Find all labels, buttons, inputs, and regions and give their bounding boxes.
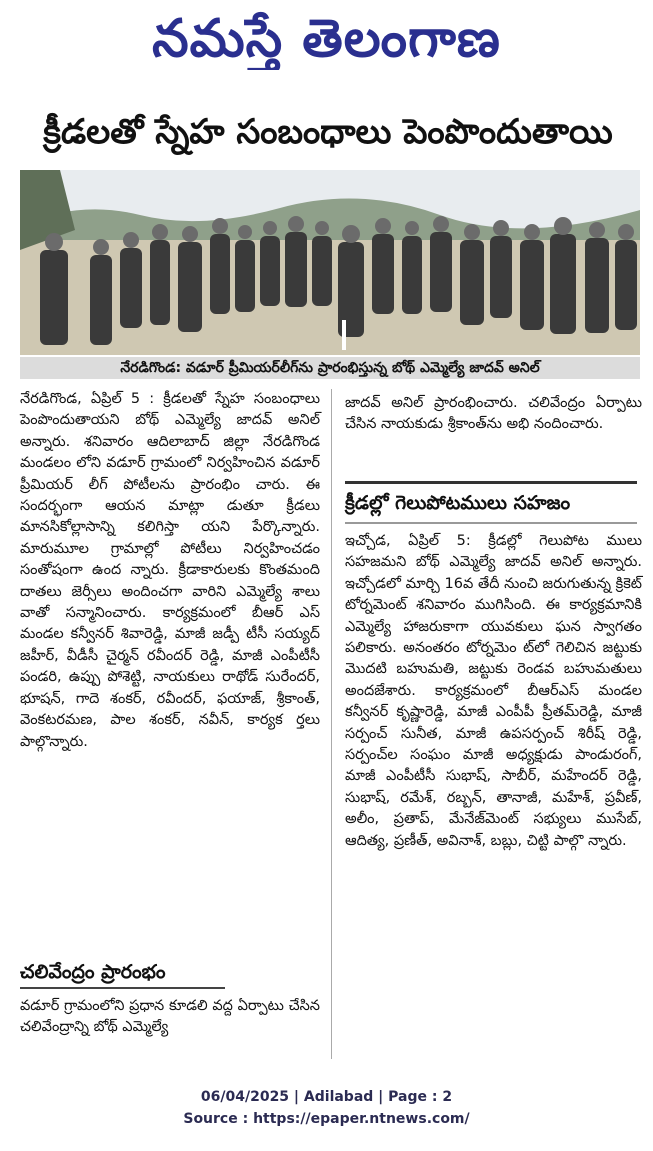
article-body-right-2 [345, 531, 642, 852]
article-body-right [345, 393, 642, 468]
body-paragraph: జాదవ్ అనిల్ ప్రారంభించారు. చలివేంద్రం ఏర్పాటు చేసిన నాయకుడు శ్రీకాంత్‌ను అభి నందించారు. [345, 395, 642, 433]
body-paragraph: వడూర్ గ్రామంలోని ప్రధాన కూడలి వద్ద ఏర్పాటు చేసిన చలివేంద్రాన్ని బోథ్ ఎమ్మెల్యే [20, 998, 320, 1036]
newspaper-masthead: నమస్తే తెలంగాణ [152, 9, 501, 69]
article-body-left-2 [20, 996, 320, 1039]
article-photo [20, 170, 640, 355]
article-headline: క్రీడలతో స్నేహ సంబంధాలు పెంపొందుతాయి [43, 112, 613, 152]
column-divider [331, 389, 332, 1059]
footer-source: Source : https://epaper.ntnews.com/ [183, 1111, 470, 1127]
footer-date-edition: 06/04/2025 | Adilabad | Page : 2 [200, 1089, 453, 1105]
subheading-left: చలివేంద్రం ప్రారంభం [20, 957, 225, 989]
photo-caption: నేరడిగొండ: వడూర్ ప్రీమియర్‌లీగ్‌ను ప్రారంభిస్తున్న బోథ్ ఎమ్మెల్యే జాదవ్ అనిల్ [20, 357, 640, 379]
article-body-left [20, 389, 320, 939]
subheading-right: క్రీడల్లో గెలుపోటములు సహజం [345, 481, 637, 524]
body-paragraph: నేరడిగొండ, ఏప్రిల్ 5 : క్రీడలతో స్నేహ సంబంధాలు పెంపొందుతాయని బోథ్ ఎమ్మెల్యే జాదవ్ అనిల్ అన్నారు. శనివారం ఆదిలాబాద్ జిల్లా నేరడిగొండ మండలం లోని వడూర్ గ్రామంలో నిర్వహించిన వడూర్ ప్రీమియర్ లీగ్ పోటీలను ప్రారంభిం చారు. ఈ సందర్భంగా ఆయన మాట్లా డుతూ క్రీడలు మానసికోల్లాసాన్ని కలిగిస్తా యని పేర్కొన్నారు. మారుమూల గ్రామాల్లో పోటీలు నిర్వహించడం సంతోషంగా ఉంద న్నారు. క్రీడాకారులకు కొంతమంది దాతలు జెర్సీలు అందించగా వారిని ఎమ్మెల్యే శాలు వాతో సన్మానించారు. కార్యక్రమంలో బీఆర్ ఎస్ మండల కన్వీనర్ శివారెడ్డి, మాజీ జడ్పీ టీసీ సయ్యద్ జహీర్, వీడీసీ చైర్మన్ రవీందర్ రెడ్డి, మాజీ ఎంపీటీసీ పండరి, ఉప్పు పోశెట్టి, నాయకులు రాథోడ్ సురేందర్, భూషన్, గాదె శంకర్, రవీందర్, ఫయాజ్, శ్రీకాంత్, వెంకటరమణ, పాల శంకర్, నవీన్, కార్యక ర్తలు పాల్గొన్నారు. [20, 391, 320, 750]
body-paragraph: ఇచ్చోడ, ఏప్రిల్ 5: క్రీడల్లో గెలుపోట ములు సహజమని బోథ్ ఎమ్మెల్యే జాదవ్ అనిల్ అన్నారు. ఇచ్చోడలో మార్చి 16వ తేదీ నుంచి జరుగుతున్న క్రికెట్ టోర్నమెంట్ శనివారం ముగిసింది. ఈ కార్యక్రమానికి ఎమ్మెల్యే హాజరుకాగా యువకులు ఘన స్వాగతం పలికారు. అనంతరం టోర్నమెం ట్‌లో గెలిచిన జట్టుకు మొదటి బహుమతి, జట్టుకు రెండవ బహుమతులు అందజేశారు. కార్యక్రమంలో బీఆర్‌ఎస్ మండల కన్వీనర్ కృష్ణారెడ్డి, మాజీ ఎంపీపీ ప్రీతమ్‌రెడ్డి, మాజీ సర్పంచ్ సునీత, మాజీ ఉపసర్పంచ్ శిరీష్ రెడ్డి, సర్పంచ్‌ల సంఘం మాజీ అధ్యక్షుడు పాండురంగ్, మాజీ ఎంపీటీసీ సుభాష్, సాబీర్, మహేందర్ రెడ్డి, సుభాష్, రమేశ్, రబ్బన్, తానాజీ, మహేశ్, ప్రవీణ్, అలీం, ప్రతాప్, మేనేజ్‌మెంట్ సభ్యులు ముసేబ్, ఆదిత్య, ప్రణీత్, అవినాశ్, బబ్లు, చిట్టి పాల్గొ న్నారు. [345, 533, 642, 849]
